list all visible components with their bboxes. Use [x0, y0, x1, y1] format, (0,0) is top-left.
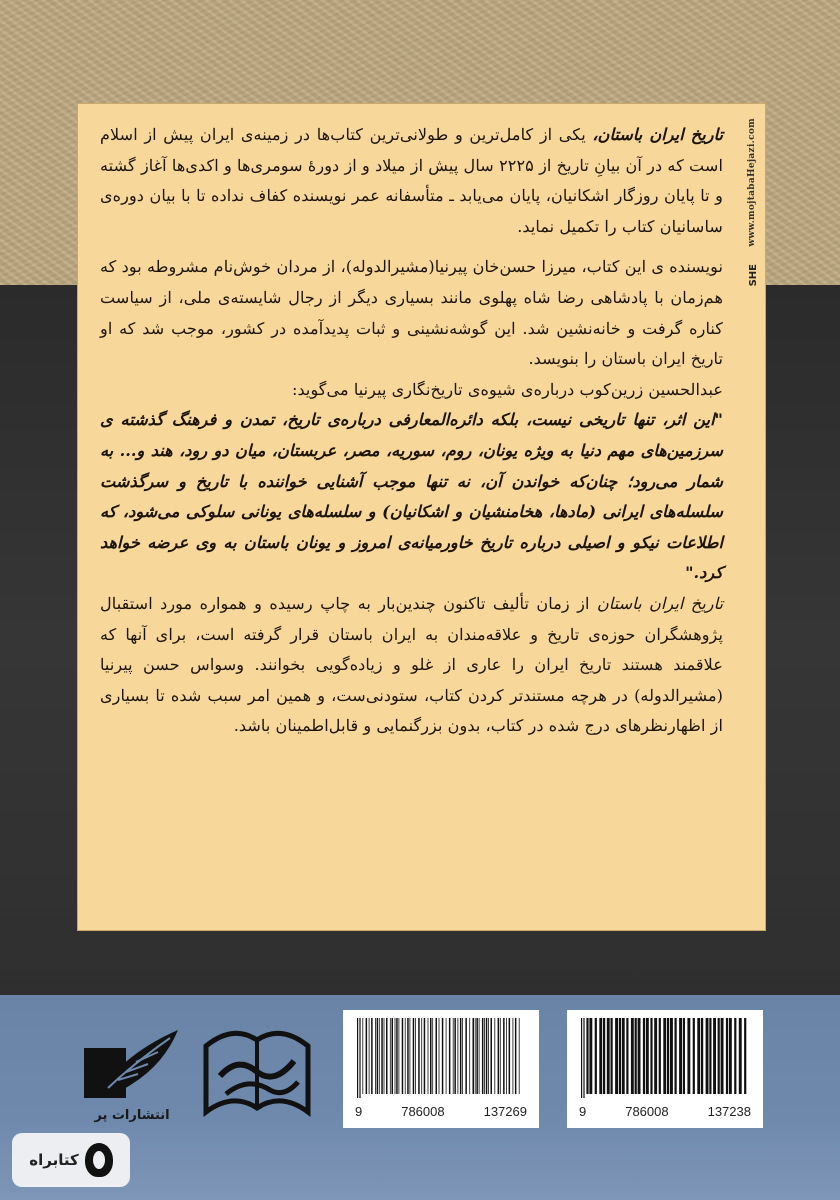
pars-almas-logo — [198, 1016, 316, 1124]
barcode-group-2: 137238 — [707, 1104, 751, 1119]
par-publisher-logo — [78, 1024, 186, 1129]
barcode-group-2: 137269 — [483, 1104, 527, 1119]
par-logo-text: انتشارات پر — [94, 1108, 170, 1123]
barcode-prefix: 9 — [355, 1104, 363, 1119]
paragraph-author: نویسنده ی این کتاب، میرزا حسن‌خان پیرنیا(مشیرالدوله)، از مردان خوش‌نام مشروطه بود که هم‌زمان با پادشاهی رضا شاه پهلوی مانند بسیاری دیگر از رجال شایسته‌ی ملی، از سیاست کناره گرفت و خانه‌نشین شد. این گوشه‌نشینی و ثبات پدیدآمده در کشور، موجب شد که او تاریخ ایران باستان را بنویسد. — [100, 257, 723, 369]
website-url: www.mojtabaHejazi.com — [747, 118, 757, 247]
barcode-group-1: 786008 — [625, 1104, 669, 1119]
description-text — [100, 120, 723, 742]
book-title-italic: تاریخ ایران باستان — [596, 593, 724, 613]
book-title-bold: تاریخ ایران باستان، — [592, 125, 724, 144]
paragraph-intro: تاریخ ایران باستان، یکی از کامل‌ترین و طولانی‌ترین کتاب‌ها در زمینه‌ی ایران پیش از اسلام است که در آن بیانِ تاریخ از ۲۲۲۵ سال پیش از میلاد و از دورهٔ سومری‌ها و اکدی‌ها آغاز گشته و تا پایان روزگار اشکانیان، پایان می‌یابد ـ متأسفانه عمر نویسنده کفاف نداده تا با بیان دوره‌ی ساسانیان کتاب را تکمیل نماید. — [100, 125, 724, 236]
isbn-barcode-1 — [343, 1010, 539, 1128]
feather-icon — [78, 1024, 186, 1106]
barcode-bars-2 — [577, 1018, 753, 1098]
ketabrah-badge[interactable] — [12, 1133, 130, 1187]
back-cover-text-panel — [77, 103, 766, 931]
paragraph-quote-intro: عبدالحسین زرین‌کوب درباره‌ی شیوه‌ی تاریخ‌نگاری پیرنیا می‌گوید: — [291, 379, 723, 399]
isbn-barcode-2 — [567, 1010, 763, 1128]
barcode-group-1: 786008 — [401, 1104, 445, 1119]
barcode-bars-1 — [353, 1018, 529, 1098]
paragraph-quote: "این اثر، تنها تاریخی نیست، بلکه دائره‌المعارفی درباره‌ی تاریخ، تمدن و فرهنگ گذشته ی سرزمین‌های مهم دنیا به ویژه یونان، روم، سوریه، مصر، عربستان، میان دو رود، هند و... به شمار می‌رود؛ چنان‌که خواندن آن، نه تنها موجب آشنایی خواننده با تاریخ و سرگذشت سلسله‌های ایرانی (مادها، هخامنشیان و اشکانیان) و سلسله‌های یونانی سلوکی می‌شود، که اطلاعات نیکو و اصیلی درباره تاریخ خاورمیانه‌ی امروز و یونان باستان به وی عرضه خواهد کرد." — [100, 410, 723, 583]
designer-mark: SHE — [748, 264, 759, 287]
ketabrah-logo-icon — [85, 1143, 113, 1177]
barcode-prefix: 9 — [579, 1104, 587, 1119]
paragraph-reception: تاریخ ایران باستان از زمان تألیف تاکنون چندین‌بار به چاپ رسیده و همواره مورد استقبال پژوهشگران حوزه‌ی تاریخ و علاقه‌مندان به ایران باستان قرار گرفته است، برای آنها که علاقمند هستند تاریخ ایران را عاری از غلو و زیاده‌گویی بخوانند. وسواس حسن پیرنیا (مشیرالدوله) در هرچه مستندتر کردن کتاب، ستودنی‌ست، و همین امر سبب شده تا بسیاری از اظهارنظرهای درج شده در کتاب، بدون بزرگنمایی و قابل‌اطمینان باشد. — [100, 593, 724, 736]
ketabrah-name: کتابراه — [29, 1151, 79, 1169]
